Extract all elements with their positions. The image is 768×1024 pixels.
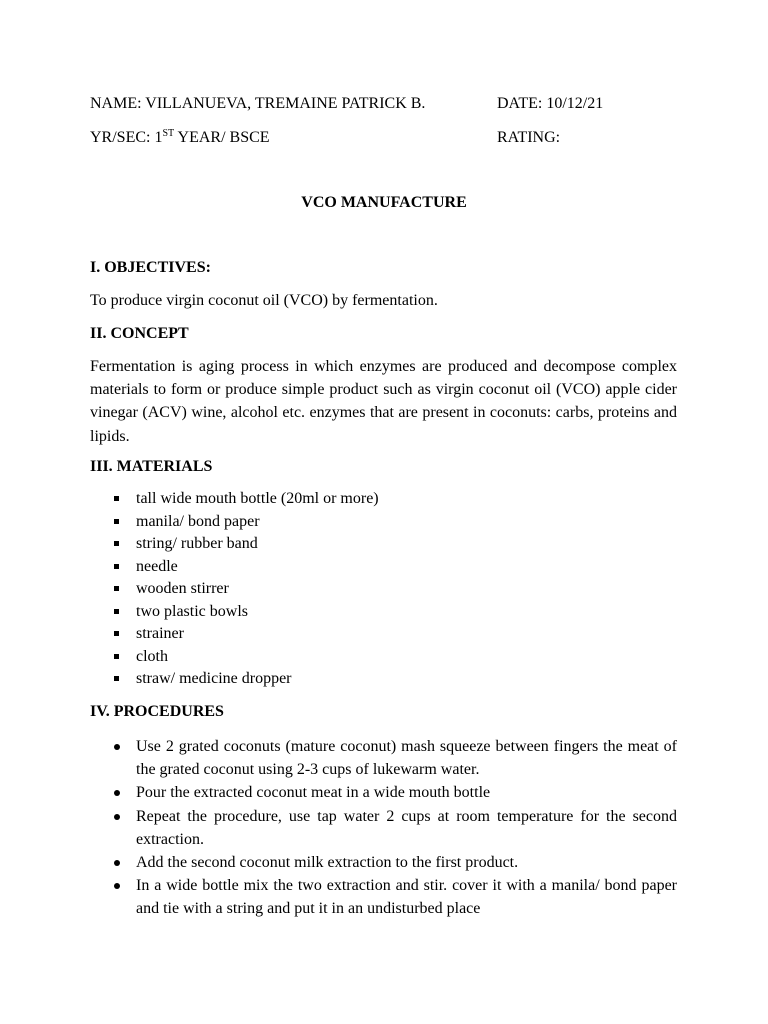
material-item-text: wooden stirrer [136, 580, 229, 597]
material-item [112, 578, 379, 601]
procedures-list [112, 735, 677, 921]
material-item-text: manila/ bond paper [136, 512, 260, 530]
square-bullet-icon [114, 541, 119, 546]
material-item-text: cloth [136, 647, 168, 665]
procedure-item [112, 805, 677, 851]
concept-heading: II. CONCEPT [90, 325, 189, 342]
procedure-item-text: Pour the extracted coconut meat in a wide mouth bottle [136, 784, 491, 802]
material-item [112, 511, 379, 534]
document-title: VCO MANUFACTURE [301, 194, 467, 211]
procedures-heading: IV. PROCEDURES [90, 703, 224, 720]
year-section-superscript: ST [162, 128, 175, 139]
material-item-text: two plastic bowls [136, 602, 248, 620]
square-bullet-icon [114, 676, 119, 681]
procedure-item [112, 735, 677, 781]
material-item-text: needle [136, 557, 178, 575]
procedure-item [112, 874, 677, 920]
year-section-prefix: YR/SEC: 1 [90, 129, 163, 146]
material-item [112, 556, 379, 579]
square-bullet-icon [114, 609, 119, 614]
material-item [112, 668, 379, 691]
year-section-line [90, 128, 270, 148]
concept-text: Fermentation is aging process in which enzymes are produced and decompose complex materials to form or produce simple product such as virgin coconut oil (VCO) apple cider vinegar (ACV) wine, alcohol etc. enzymes that are present in coconuts: carbs, proteins and lipids. [90, 358, 677, 445]
material-item [112, 646, 379, 669]
rating-line: RATING: [497, 129, 561, 146]
material-item [112, 488, 379, 511]
round-bullet-icon [114, 814, 120, 820]
round-bullet-icon [114, 883, 120, 889]
procedure-item [112, 851, 677, 874]
square-bullet-icon [114, 496, 119, 501]
square-bullet-icon [114, 631, 119, 636]
round-bullet-icon [114, 744, 120, 750]
round-bullet-icon [114, 790, 120, 796]
material-item-text: strainer [136, 625, 184, 642]
square-bullet-icon [114, 564, 119, 569]
material-item [112, 601, 379, 624]
materials-heading: III. MATERIALS [90, 458, 213, 475]
square-bullet-icon [114, 519, 119, 524]
procedure-item-text: Repeat the procedure, use tap water 2 cups at room temperature for the second extraction. [136, 807, 677, 848]
round-bullet-icon [114, 860, 120, 866]
name-line: NAME: VILLANUEVA, TREMAINE PATRICK B. [90, 95, 426, 112]
material-item [112, 533, 379, 556]
material-item-text: straw/ medicine dropper [136, 670, 292, 687]
square-bullet-icon [114, 586, 119, 591]
procedure-item-text: Add the second coconut milk extraction to the first product. [136, 854, 519, 872]
date-line: DATE: 10/12/21 [497, 95, 604, 112]
procedure-item-text: In a wide bottle mix the two extraction and stir. cover it with a manila/ bond paper and tie with a string and put it in an undisturbed place [136, 877, 677, 918]
material-item [112, 623, 379, 646]
year-section-suffix: YEAR/ BSCE [174, 129, 270, 146]
material-item-text: string/ rubber band [136, 535, 258, 552]
square-bullet-icon [114, 654, 119, 659]
procedure-item-text: Use 2 grated coconuts (mature coconut) mash squeeze between fingers the meat of the grated coconut using 2-3 cups of lukewarm water. [136, 738, 677, 779]
procedure-item [112, 781, 677, 804]
objectives-heading: I. OBJECTIVES: [90, 259, 211, 276]
objectives-text: To produce virgin coconut oil (VCO) by fermentation. [90, 292, 438, 309]
material-item-text: tall wide mouth bottle (20ml or more) [136, 490, 379, 507]
materials-list [112, 488, 379, 691]
